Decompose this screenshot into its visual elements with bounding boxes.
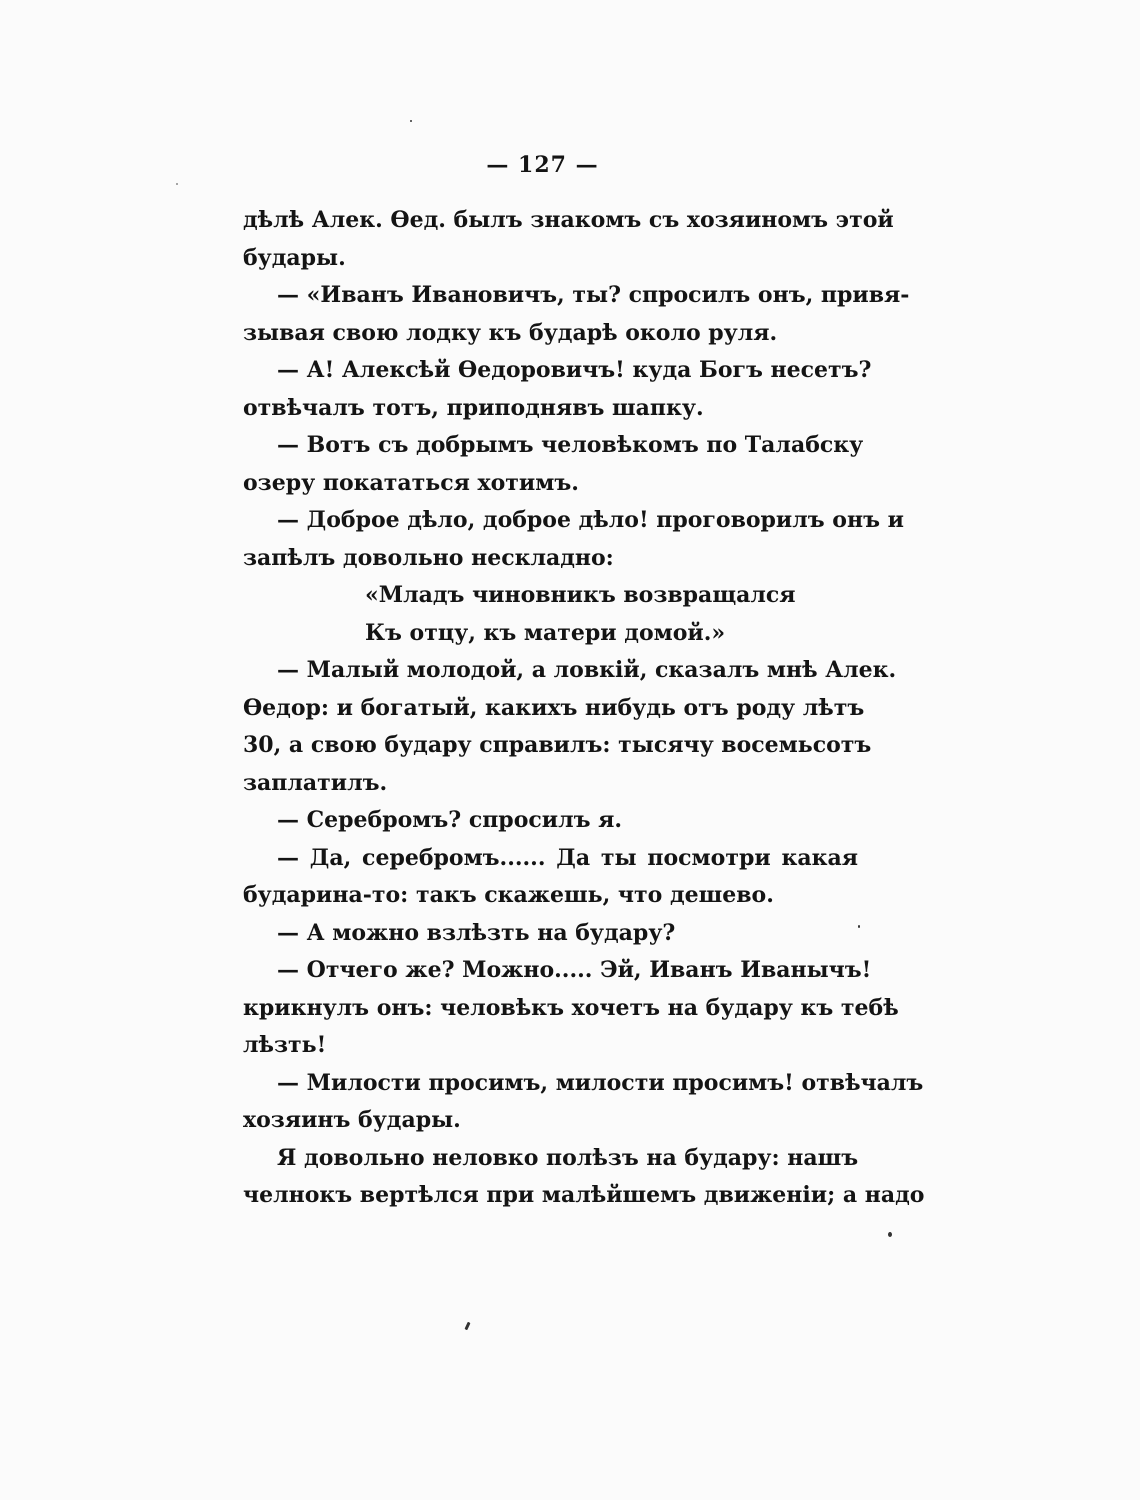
text-line: — А можно взлѣзть на будару? [277, 919, 676, 946]
text-line: зывая свою лодку къ бударѣ около руля. [243, 319, 778, 346]
verse-line: Къ отцу, къ матери домой.» [365, 619, 726, 646]
text-line: — Малый молодой, а ловкій, сказалъ мнѣ Алек. [277, 657, 897, 683]
text-line: — Да, серебромъ...... Да ты посмотри какая [277, 844, 858, 871]
text-line: Я довольно неловко полѣзъ на будару: нашъ [277, 1144, 859, 1171]
text-line: заплатилъ. [243, 769, 388, 796]
text-line: Ѳедор: и богатый, какихъ нибудь отъ роду лѣтъ [243, 694, 865, 721]
text-line: челнокъ вертѣлся при малѣйшемъ движеніи; а надо [243, 1182, 925, 1208]
print-speck [176, 183, 178, 185]
print-speck [410, 120, 412, 122]
text-line: — Милости просимъ, милости просимъ! отвѣчалъ [277, 1069, 924, 1096]
text-line: — «Иванъ Ивановичъ, ты? спросилъ онъ, привя- [277, 282, 910, 308]
text-line: бударина-то: такъ скажешь, что дешево. [243, 882, 774, 908]
text-line: будары. [243, 244, 346, 271]
verse-line: «Младъ чиновникъ возвращался [365, 582, 796, 608]
text-line: озеру покататься хотимъ. [243, 469, 579, 496]
text-line: — Доброе дѣло, доброе дѣло! проговорилъ онъ и [277, 507, 904, 533]
text-line: — А! Алексѣй Ѳедоровичъ! куда Богъ несетъ? [277, 357, 872, 383]
text-line: запѣлъ довольно нескладно: [243, 544, 614, 571]
text-line: отвѣчалъ тотъ, приподнявъ шапку. [243, 394, 704, 421]
text-line: 30, а свою будару справилъ: тысячу восемьсотъ [243, 732, 872, 758]
text-line: крикнулъ онъ: человѣкъ хочетъ на будару къ тебѣ [243, 994, 899, 1021]
text-line: хозяинъ будары. [243, 1107, 461, 1133]
page-number: — 127 — [486, 152, 599, 178]
print-speck [888, 1232, 892, 1237]
text-line: лѣзть! [243, 1032, 327, 1058]
print-speck [858, 925, 860, 928]
text-line: дѣлѣ Алек. Ѳед. былъ знакомъ съ хозяиномъ этой [243, 207, 894, 233]
print-speck [464, 1322, 470, 1331]
text-line: — Серебромъ? спросилъ я. [277, 807, 623, 833]
text-line: — Отчего же? Можно..... Эй, Иванъ Иванычъ! [277, 957, 872, 983]
body-text [243, 202, 925, 1215]
text-line: — Вотъ съ добрымъ человѣкомъ по Талабску [277, 432, 864, 458]
